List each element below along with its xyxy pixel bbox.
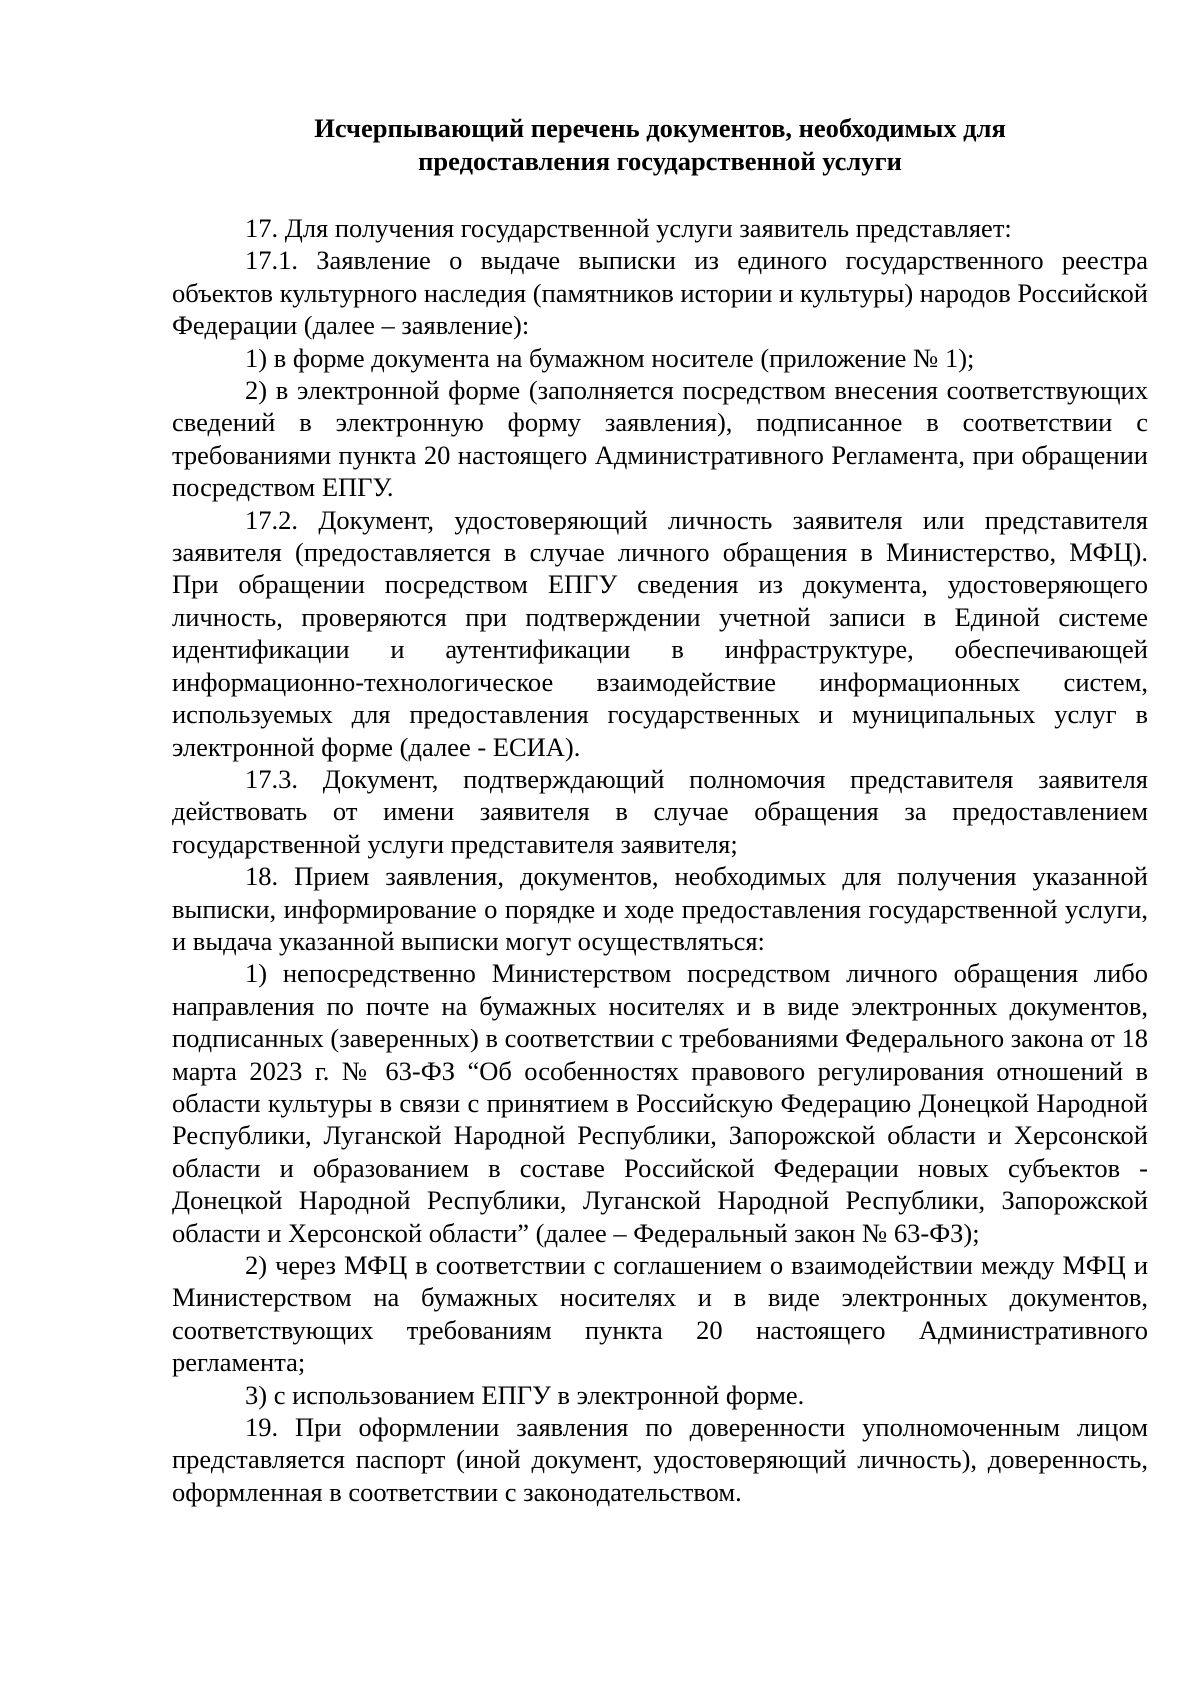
paragraph-18-item-3: 3) с использованием ЕПГУ в электронной форме. [245,1379,805,1410]
paragraph-17-1: 17.1. Заявление о выдаче выписки из единого государственного реестра объектов культурного наследия (памятников истории и культуры) народов Российской Федерации (далее – заявление): [172,245,1148,341]
title-line-1: Исчерпывающий перечень документов, необходимых для [314,113,1006,143]
paragraph-17: 17. Для получения государственной услуги заявитель представляет: [245,213,1012,243]
paragraph-17-1-item-2: 2) в электронной форме (заполняется посредством внесения соответствующих сведений в электронную форму заявления), подписанное в соответствии с требованиями пункта 20 настоящего Административного Регламента, при обращении посредством ЕПГУ. [172,375,1148,503]
title-line-2: предоставления государственной услуги [418,146,902,176]
paragraph-17-3: 17.3. Документ, подтверждающий полномочия представителя заявителя действовать от имени заявителя в случае обращения за предоставлением государственной услуги представителя заявителя; [172,763,1148,859]
document-title [172,112,1148,178]
paragraph-17-2: 17.2. Документ, удостоверяющий личность заявителя или представителя заявителя (предоставляется в случае личного обращения в Министерство, МФЦ). При обращении посредством ЕПГУ сведения из документа, удостоверяющего личность, проверяются при подтверждении учетной записи в Единой системе идентификации и аутентификации в инфраструктуре, обеспечивающей информационно-технологическое взаимодействие информационных систем, используемых для предоставления государственных и муниципальных услуг в электронной форме (далее - ЕСИА). [172,504,1148,762]
paragraph-18-item-1: 1) непосредственно Министерством посредством личного обращения либо направления по почте на бумажных носителях и в виде электронных документов, подписанных (заверенных) в соответствии с требованиями Федерального закона от 18 марта 2023 г. № 63-ФЗ “Об особенностях правового регулирования отношений в области культуры в связи с принятием в Российскую Федерацию Донецкой Народной Республики, Луганской Народной Республики, Запорожской области и Херсонской области и образованием в составе Российской Федерации новых субъектов - Донецкой Народной Республики, Луганской Народной Республики, Запорожской области и Херсонской области” (далее – Федеральный закон № 63-ФЗ); [172,958,1148,1248]
paragraph-19: 19. При оформлении заявления по доверенности уполномоченным лицом представляется паспорт (иной документ, удостоверяющий личность), доверенность, оформленная в соответствии с законодательством. [172,1412,1148,1507]
paragraph-18-item-2: 2) через МФЦ в соответствии с соглашением о взаимодействии между МФЦ и Министерством на бумажных носителях и в виде электронных документов, соответствующих требованиям пункта 20 настоящего Административного регламента; [172,1250,1148,1378]
document-page [172,112,1148,1508]
paragraph-18: 18. Прием заявления, документов, необходимых для получения указанной выписки, информирование о порядке и ходе предоставления государственной услуги, и выдача указанной выписки могут осуществляться: [172,861,1148,956]
paragraph-17-1-item-1: 1) в форме документа на бумажном носителе (приложение № 1); [245,342,975,373]
